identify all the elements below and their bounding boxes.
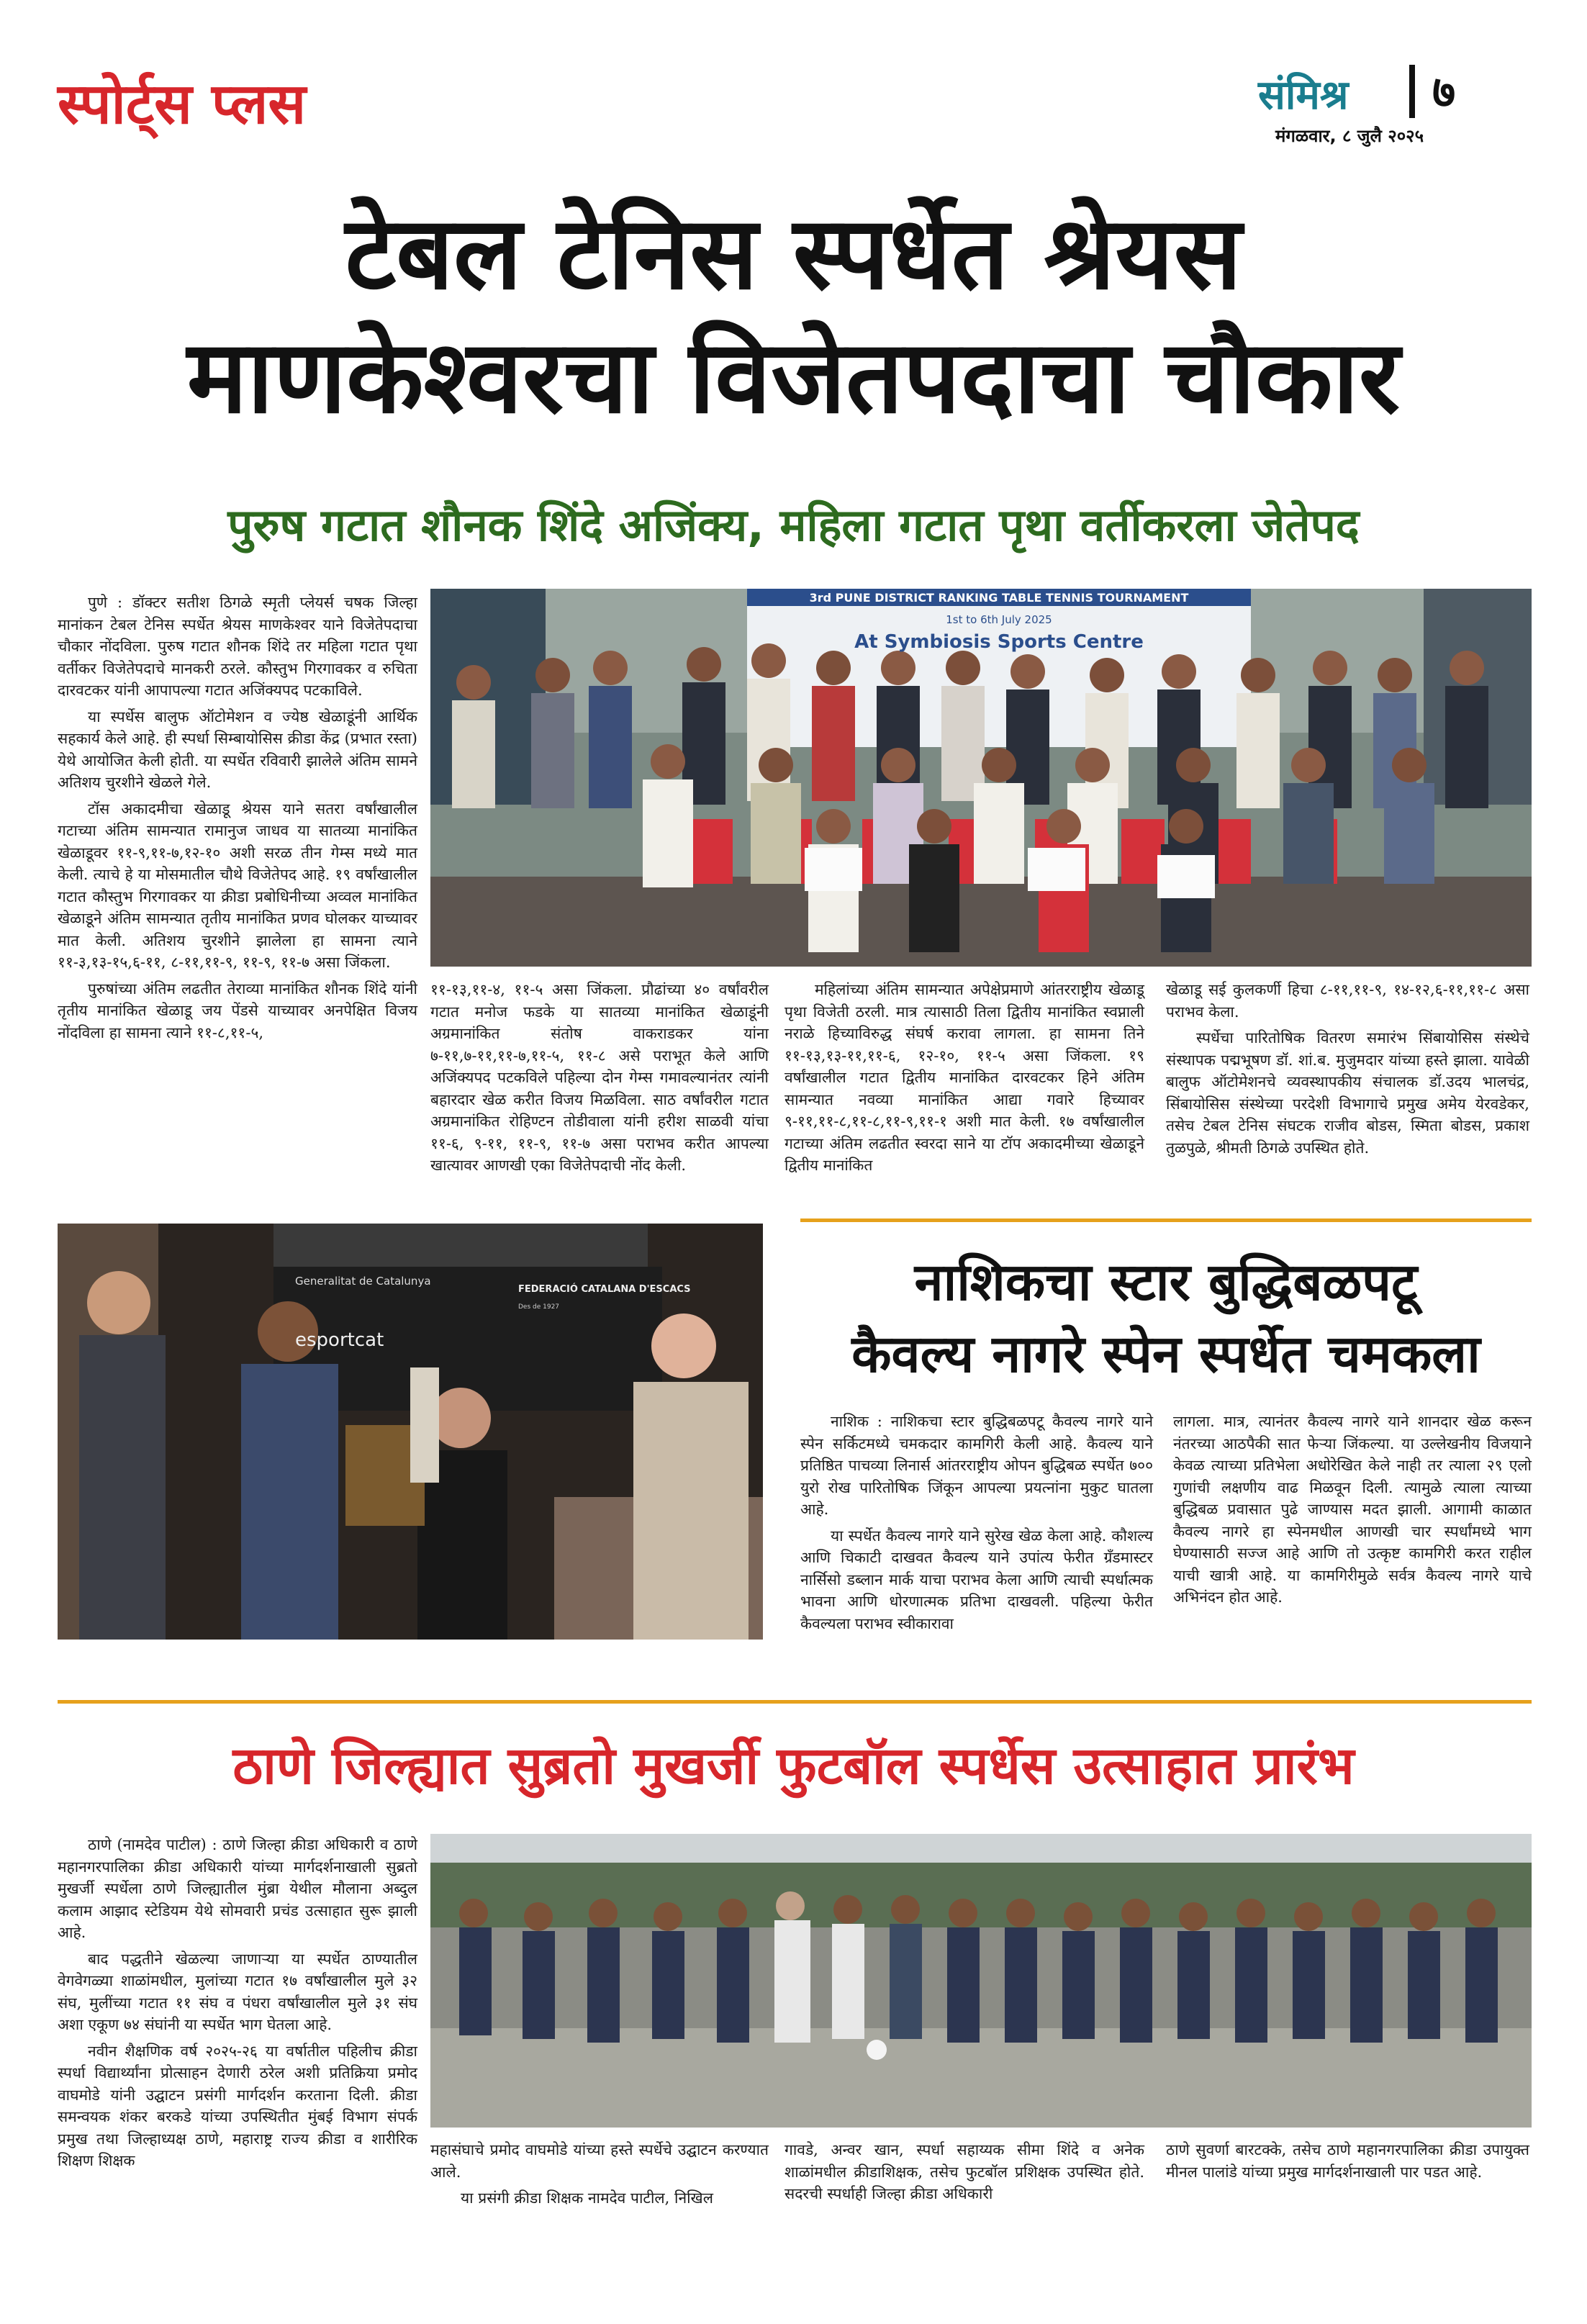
story1-group-photo (430, 589, 1532, 967)
masthead-divider (1409, 65, 1415, 118)
paragraph: गावडे, अन्वर खान, स्पर्धा सहाय्यक सीमा शिंदे व अनेक शाळांमधील क्रीडाशिक्षक, तसेच फुटबॉल प्रशिक्षक उपस्थित होते. सदरची स्पर्धाही जिल्हा क्रीडा अधिकारी (785, 2141, 1144, 2202)
story1-subheadline: पुरुष गटात शौनक शिंदे अजिंक्य, महिला गटात पृथा वर्तीकरला जेतेपद (227, 499, 1360, 551)
photo-banner-title: 3rd PUNE DISTRICT RANKING TABLE TENNIS TOURNAMENT (809, 591, 1189, 605)
story3-column-2 (430, 2139, 769, 2214)
section-title: स्पोर्ट्स प्लस (58, 72, 307, 137)
paragraph: नवीन शैक्षणिक वर्ष २०२५-२६ या वर्षातील पहिलीच क्रीडा स्पर्धा विद्यार्थ्यांना प्रोत्साहन देणारी ठरेल अशी प्रतिक्रिया प्रमोद वाघमोडे यांनी उद्घाटन प्रसंगी मार्गदर्शन करताना दिली. क्रीडा समन्वयक शंकर बरकडे यांच्या उपस्थितीत मुंबई विभाग संपर्क प्रमुख तथा जिल्हाध्यक्ष ठाणे, महाराष्ट्र राज्य क्रीडा व शारीरिक शिक्षण शिक्षक (58, 2042, 417, 2169)
paragraph: या प्रसंगी क्रीडा शिक्षक नामदेव पाटील, निखिल (461, 2189, 713, 2207)
story3-column-4 (1166, 2139, 1529, 2187)
page-number: ७ (1432, 65, 1456, 118)
page-label: संमिश्र (1258, 72, 1349, 119)
paragraph: ११-१३,११-४, ११-५ असा जिंकला. प्रौढांच्या ४० वर्षांवरील गटात मनोज फडके या सातव्या मानांकित खेळाडूंनी अग्रमानांकित संतोष वाकराडकर यांना ७-११,७-११,११-७,११-५, ११-८ असे पराभूत केले आणि अजिंक्यपद पटकविले पहिल्या दोन गेम्स गमावल्यानंतर त्यांनी बहारदार खेळ करीत विजय मिळविला. साठ वर्षांवरील गटात अग्रमानांकित रोहिण्टन तोडीवाला यांनी हरीश साळवी यांचा ११-६, ९-११, ११-९, ११-७ असा पराभव करीत आपल्या खात्यावर आणखी एका विजेतेपदाची नोंद केली. (430, 981, 769, 1174)
story1-headline-line2: माणकेश्वरचा विजेतपदाचा चौकार (186, 319, 1401, 436)
paragraph: टॉस अकादमीचा खेळाडू श्रेयस याने सतरा वर्षांखालील गटाच्या अंतिम सामन्यात रामानुज जाधव या सातव्या मानांकित खेळाडूवर ११-९,११-७,१२-१० अशी सरळ तीन गेम्स मध्ये मात केली. त्याचे हे या मोसमातील चौथे विजेतेपद आहे. १९ वर्षांखालील गटात कौस्तुभ गिरगावकर या क्रीडा प्रबोधिनीच्या अव्वल मानांकित खेळाडूने अंतिम सामन्यात तृतीय मानांकित प्रणव घोलकर याच्यावर मात केली. अतिशय चुरशीने झालेला हा सामना त्याने ११-३,१३-१५,६-११, ८-११,११-९, ११-९, ११-७ असा जिंकला. (58, 800, 417, 971)
photo-banner-venue: At Symbiosis Sports Centre (854, 631, 1144, 653)
issue-date: मंगळवार, ८ जुलै २०२५ (1275, 126, 1424, 146)
photo-sign-since: Des de 1927 (518, 1303, 560, 1311)
photo-banner-dates: 1st to 6th July 2025 (946, 613, 1052, 626)
story3-column-3 (785, 2139, 1144, 2210)
photo-sign-esportcat: esportcat (295, 1329, 384, 1351)
paragraph: पुणे : डॉक्टर सतीश ठिगळे स्मृती प्लेयर्स चषक जिल्हा मानांकन टेबल टेनिस स्पर्धेत श्रेयस माणकेश्वर याने विजेतेपदाचा चौकार नोंदविला. पुरुष गटात शौनक शिंदे तर महिला गटात पृथा वर्तीकर विजेतेपदाचे मानकरी ठरले. कौस्तुभ गिरगावकर व रुचिता दारवटकर यांनी आपापल्या गटात अजिंक्यपद पटकाविले. (58, 594, 417, 699)
paragraph: स्पर्धेचा पारितोषिक वितरण समारंभ सिंबायोसिस संस्थेचे संस्थापक पद्मभूषण डॉ. शां.ब. मुजुमदार यांच्या हस्ते झाला. यावेळी बालुफ ऑटोमेशनचे व्यवस्थापकीय संचालक डॉ.उदय भालचंद्र, सिंबायोसिस संस्थेच्या परदेशी विभागाचे प्रमुख अमेय येरवडेकर, तसेच टेबल टेनिस संघटक राजीव बोडस, स्मिता बोडस, प्रकाश तुळपुळे, श्रीमती ठिगळे उपस्थित होते. (1166, 1029, 1529, 1157)
paragraph: पुरुषांच्या अंतिम लढतीत तेराव्या मानांकित शौनक शिंदे यांनी तृतीय मानांकित खेळाडू जय पेंडसे याच्यावर अनपेक्षित विजय नोंदविला हा सामना त्याने ११-८,११-५, (58, 980, 417, 1041)
story2-column-1 (800, 1411, 1153, 1639)
story1-column-3 (785, 979, 1144, 1181)
story1-column-1 (58, 592, 417, 1048)
story3-football-photo (430, 1834, 1532, 2128)
story1-headline-line1: टेबल टेनिस स्पर्धेत श्रेयस (345, 195, 1242, 312)
paragraph: या स्पर्धेत कैवल्य नागरे याने सुरेख खेळ केला आहे. कौशल्य आणि चिकाटी दाखवत कैवल्य याने उपांत्य फेरीत ग्रँडमास्टर नार्सिसो डब्लान मार्क याचा पराभव केला आणि त्याची स्पर्धात्मक भावना आणि धोरणात्मक प्रतिभा दाखवली. पहिल्या फेरीत कैवल्यला पराभव स्वीकारावा (800, 1527, 1153, 1632)
paragraph: महिलांच्या अंतिम सामन्यात अपेक्षेप्रमाणे आंतरराष्ट्रीय खेळाडू पृथा विजेती ठरली. मात्र त्यासाठी तिला द्वितीय मानांकित स्वप्नाली नराळे हिच्याविरुद्ध संघर्ष करावा लागला. हा सामना तिने ११-१३,१३-११,११-६, १२-१०, ११-५ असा जिंकला. १९ वर्षांखालील गटात द्वितीय मानांकित दारवटकर हिने अंतिम सामन्यात नवव्या मानांकित आद्या गवारे हिच्यावर ९-११,११-८,११-८,११-९,११-१ अशी मात केली. १७ वर्षांखालील गटाच्या अंतिम लढतीत स्वरदा साने या टॉप अकादमीच्या खेळाडूने द्वितीय मानांकित (785, 981, 1144, 1174)
paragraph: महासंघाचे प्रमोद वाघमोडे यांच्या हस्ते स्पर्धेचे उद्घाटन करण्यात आले. (430, 2141, 769, 2181)
story3-column-1 (58, 1834, 417, 2176)
story2-headline-line1: नाशिकचा स्टार बुद्धिबळपटू (914, 1252, 1418, 1312)
paragraph: ठाणे (नामदेव पाटील) : ठाणे जिल्हा क्रीडा अधिकारी व ठाणे महानगरपालिका क्रीडा अधिकारी यांच्या मार्गदर्शनाखाली सुब्रतो मुखर्जी स्पर्धेला ठाणे जिल्ह्यातील मुंब्रा येथील मौलाना अब्दुल कलाम आझाद स्टेडियम येथे सोमवारी प्रचंड उत्साहात सुरू झाली आहे. (58, 1836, 417, 1941)
paragraph: लागला. मात्र, त्यानंतर कैवल्य नागरे याने शानदार खेळ करून नंतरच्या आठपैकी सात फेऱ्या जिंकल्या. या उल्लेखनीय विजयाने केवळ त्याच्या प्रतिभेला अधोरेखित केले नाही तर त्याला २९ एलो गुणांची लक्षणीय वाढ मिळवून दिली. त्यामुळे त्याला त्याच्या बुद्धिबळ प्रवासात पुढे जाण्यास मदत झाली. आगामी काळात कैवल्य नागरे हा स्पेनमधील आणखी चार स्पर्धांमध्ये भाग घेण्यासाठी सज्ज आहे आणि तो उत्कृष्ट कामगिरी करत राहील याची खात्री आहे. या कामगिरीमुळे सर्वत्र कैवल्य नागरे याचे अभिनंदन होत आहे. (1173, 1413, 1532, 1606)
story2-column-2 (1173, 1411, 1532, 1613)
paragraph: नाशिक : नाशिकचा स्टार बुद्धिबळपटू कैवल्य नागरे याने स्पेन सर्किटमध्ये चमकदार कामगिरी केली आहे. कैवल्य याने प्रतिष्ठित पाचव्या लिनार्स आंतरराष्ट्रीय ओपन बुद्धिबळ स्पर्धेत ७०० युरो रोख पारितोषिक जिंकून आपल्या प्रयत्नांना मुकुट घातला आहे. (800, 1413, 1153, 1518)
paragraph: खेळाडू सई कुलकर्णी हिचा ८-११,११-९, १४-१२,६-११,११-८ असा पराभव केला. (1166, 981, 1529, 1021)
section-divider (800, 1218, 1532, 1222)
story1-column-2 (430, 979, 769, 1181)
story2-chess-photo (58, 1224, 763, 1640)
story3-headline: ठाणे जिल्ह्यात सुब्रतो मुखर्जी फुटबॉल स्पर्धेस उत्साहात प्रारंभ (232, 1735, 1355, 1796)
paragraph: या स्पर्धेस बालुफ ऑटोमेशन व ज्येष्ठ खेळाडूंनी आर्थिक सहकार्य केले आहे. ही स्पर्धा सिम्बायोसिस क्रीडा केंद्र (प्रभात रस्ता) येथे आयोजित केली होती. या स्पर्धेत रविवारी झालेले अंतिम सामने अतिशय चुरशीने खेळले गेले. (58, 707, 417, 791)
story1-column-4 (1166, 979, 1529, 1163)
paragraph: बाद पद्धतीने खेळल्या जाणाऱ्या या स्पर्धेत ठाण्यातील वेगवेगळ्या शाळांमधील, मुलांच्या गटात १७ वर्षांखालील मुले ३२ संघ, मुलींच्या गटात ११ संघ व पंधरा वर्षांखालील मुले ३१ संघ अशा एकूण ७४ संघांनी या स्पर्धेत भाग घेतला आहे. (58, 1950, 417, 2033)
photo-sign-generalitat: Generalitat de Catalunya (295, 1275, 431, 1288)
photo-sign-federacio: FEDERACIÓ CATALANA D'ESCACS (518, 1284, 691, 1295)
story2-headline-line2: कैवल्य नागरे स्पेन स्पर्धेत चमकला (851, 1324, 1480, 1384)
section-divider (58, 1700, 1532, 1704)
paragraph: ठाणे सुवर्णा बारटक्के, तसेच ठाणे महानगरपालिका क्रीडा उपायुक्त मीनल पालांडे यांच्या प्रमुख मार्गदर्शनाखाली पार पडत आहे. (1166, 2141, 1529, 2181)
